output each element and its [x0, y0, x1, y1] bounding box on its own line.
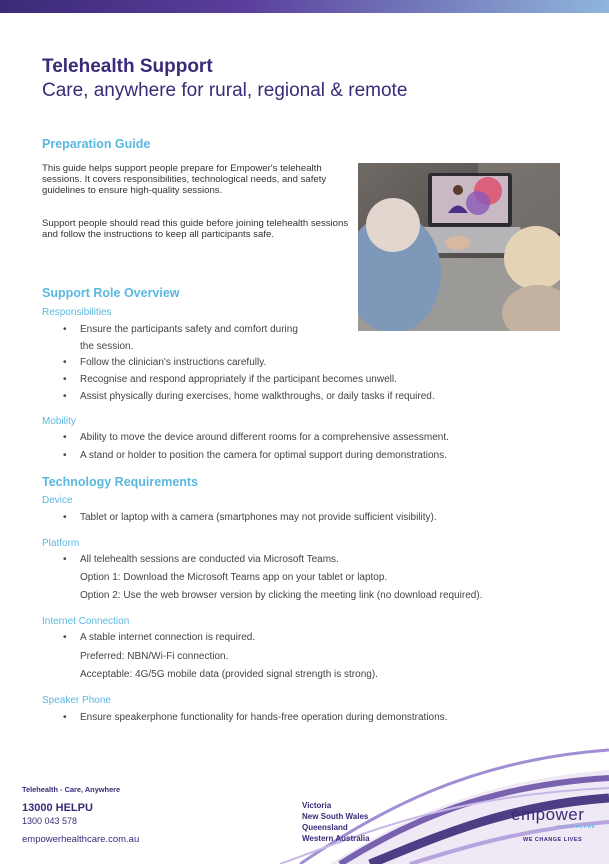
footer-state: Western Australia — [302, 834, 370, 843]
bullet-dot: • — [63, 450, 67, 461]
footer-phone-word[interactable]: 13000 HELPU — [22, 802, 93, 814]
platform-label: Platform — [42, 538, 80, 549]
list-item-continuation: Preferred: NBN/Wi-Fi connection. — [80, 651, 229, 662]
bullet-dot: • — [63, 712, 67, 723]
footer-website-link[interactable]: empowerhealthcare.com.au — [22, 834, 140, 845]
bullet-dot: • — [63, 374, 67, 385]
preparation-paragraph-2: Support people should read this guide before joining telehealth sessions and follow the instructions to keep all participants safe. — [42, 218, 349, 240]
empower-logo: empower — [511, 805, 585, 824]
bullet-dot: • — [63, 512, 67, 523]
list-item-continuation: the session. — [80, 341, 134, 352]
list-item: Recognise and respond appropriately if the participant becomes unwell. — [80, 374, 397, 385]
bullet-dot: • — [63, 324, 67, 335]
bullet-dot: • — [63, 432, 67, 443]
speaker-label: Speaker Phone — [42, 695, 111, 706]
footer-state: New South Wales — [302, 812, 369, 821]
list-item: Assist physically during exercises, home walkthroughs, or daily tasks if required. — [80, 391, 435, 402]
support-role-heading: Support Role Overview — [42, 286, 180, 300]
footer-phone-number[interactable]: 1300 043 578 — [22, 816, 78, 826]
empower-logo-subtitle: HEALTHCARE — [557, 824, 596, 829]
technology-heading: Technology Requirements — [42, 475, 199, 489]
list-item: Follow the clinician's instructions carefully. — [80, 357, 267, 368]
list-item: Ensure speakerphone functionality for hands-free operation during demonstrations. — [80, 712, 448, 723]
bullet-dot: • — [63, 632, 67, 643]
bullet-dot: • — [63, 357, 67, 368]
footer-tagline: Telehealth - Care, Anywhere — [22, 785, 121, 794]
telehealth-photo — [358, 163, 560, 331]
preparation-paragraph-1: This guide helps support people prepare for Empower's telehealth sessions. It covers responsibilities, technological needs, and safety guidelines to ensure high-quality sessions. — [42, 163, 327, 196]
list-item-continuation: Acceptable: 4G/5G mobile data (provided signal strength is strong). — [80, 669, 378, 680]
list-item: Ability to move the device around different rooms for a comprehensive assessment. — [80, 432, 449, 443]
list-item: Tablet or laptop with a camera (smartphones may not provide sufficient visibility). — [80, 512, 437, 523]
footer-state: Queensland — [302, 823, 348, 832]
footer-state: Victoria — [302, 801, 332, 810]
list-item: Ensure the participants safety and comfort during — [80, 324, 298, 335]
list-item: A stand or holder to position the camera for optimal support during demonstrations. — [80, 450, 447, 461]
list-item: All telehealth sessions are conducted via Microsoft Teams. — [80, 554, 339, 565]
bullet-dot: • — [63, 554, 67, 565]
list-item-continuation: Option 2: Use the web browser version by clicking the meeting link (no download required). — [80, 590, 483, 601]
mobility-label: Mobility — [42, 416, 76, 427]
responsibilities-label: Responsibilities — [42, 307, 112, 318]
list-item-continuation: Option 1: Download the Microsoft Teams app on your tablet or laptop. — [80, 572, 388, 583]
list-item: A stable internet connection is required. — [80, 632, 256, 643]
preparation-heading: Preparation Guide — [42, 137, 151, 151]
top-gradient-bar — [0, 0, 609, 13]
logo-tagline: WE CHANGE LIVES — [523, 837, 583, 843]
page-title: Telehealth Support — [42, 56, 213, 77]
bullet-dot: • — [63, 391, 67, 402]
device-label: Device — [42, 495, 73, 506]
page-subtitle: Care, anywhere for rural, regional & remote — [42, 80, 408, 101]
internet-label: Internet Connection — [42, 616, 130, 627]
